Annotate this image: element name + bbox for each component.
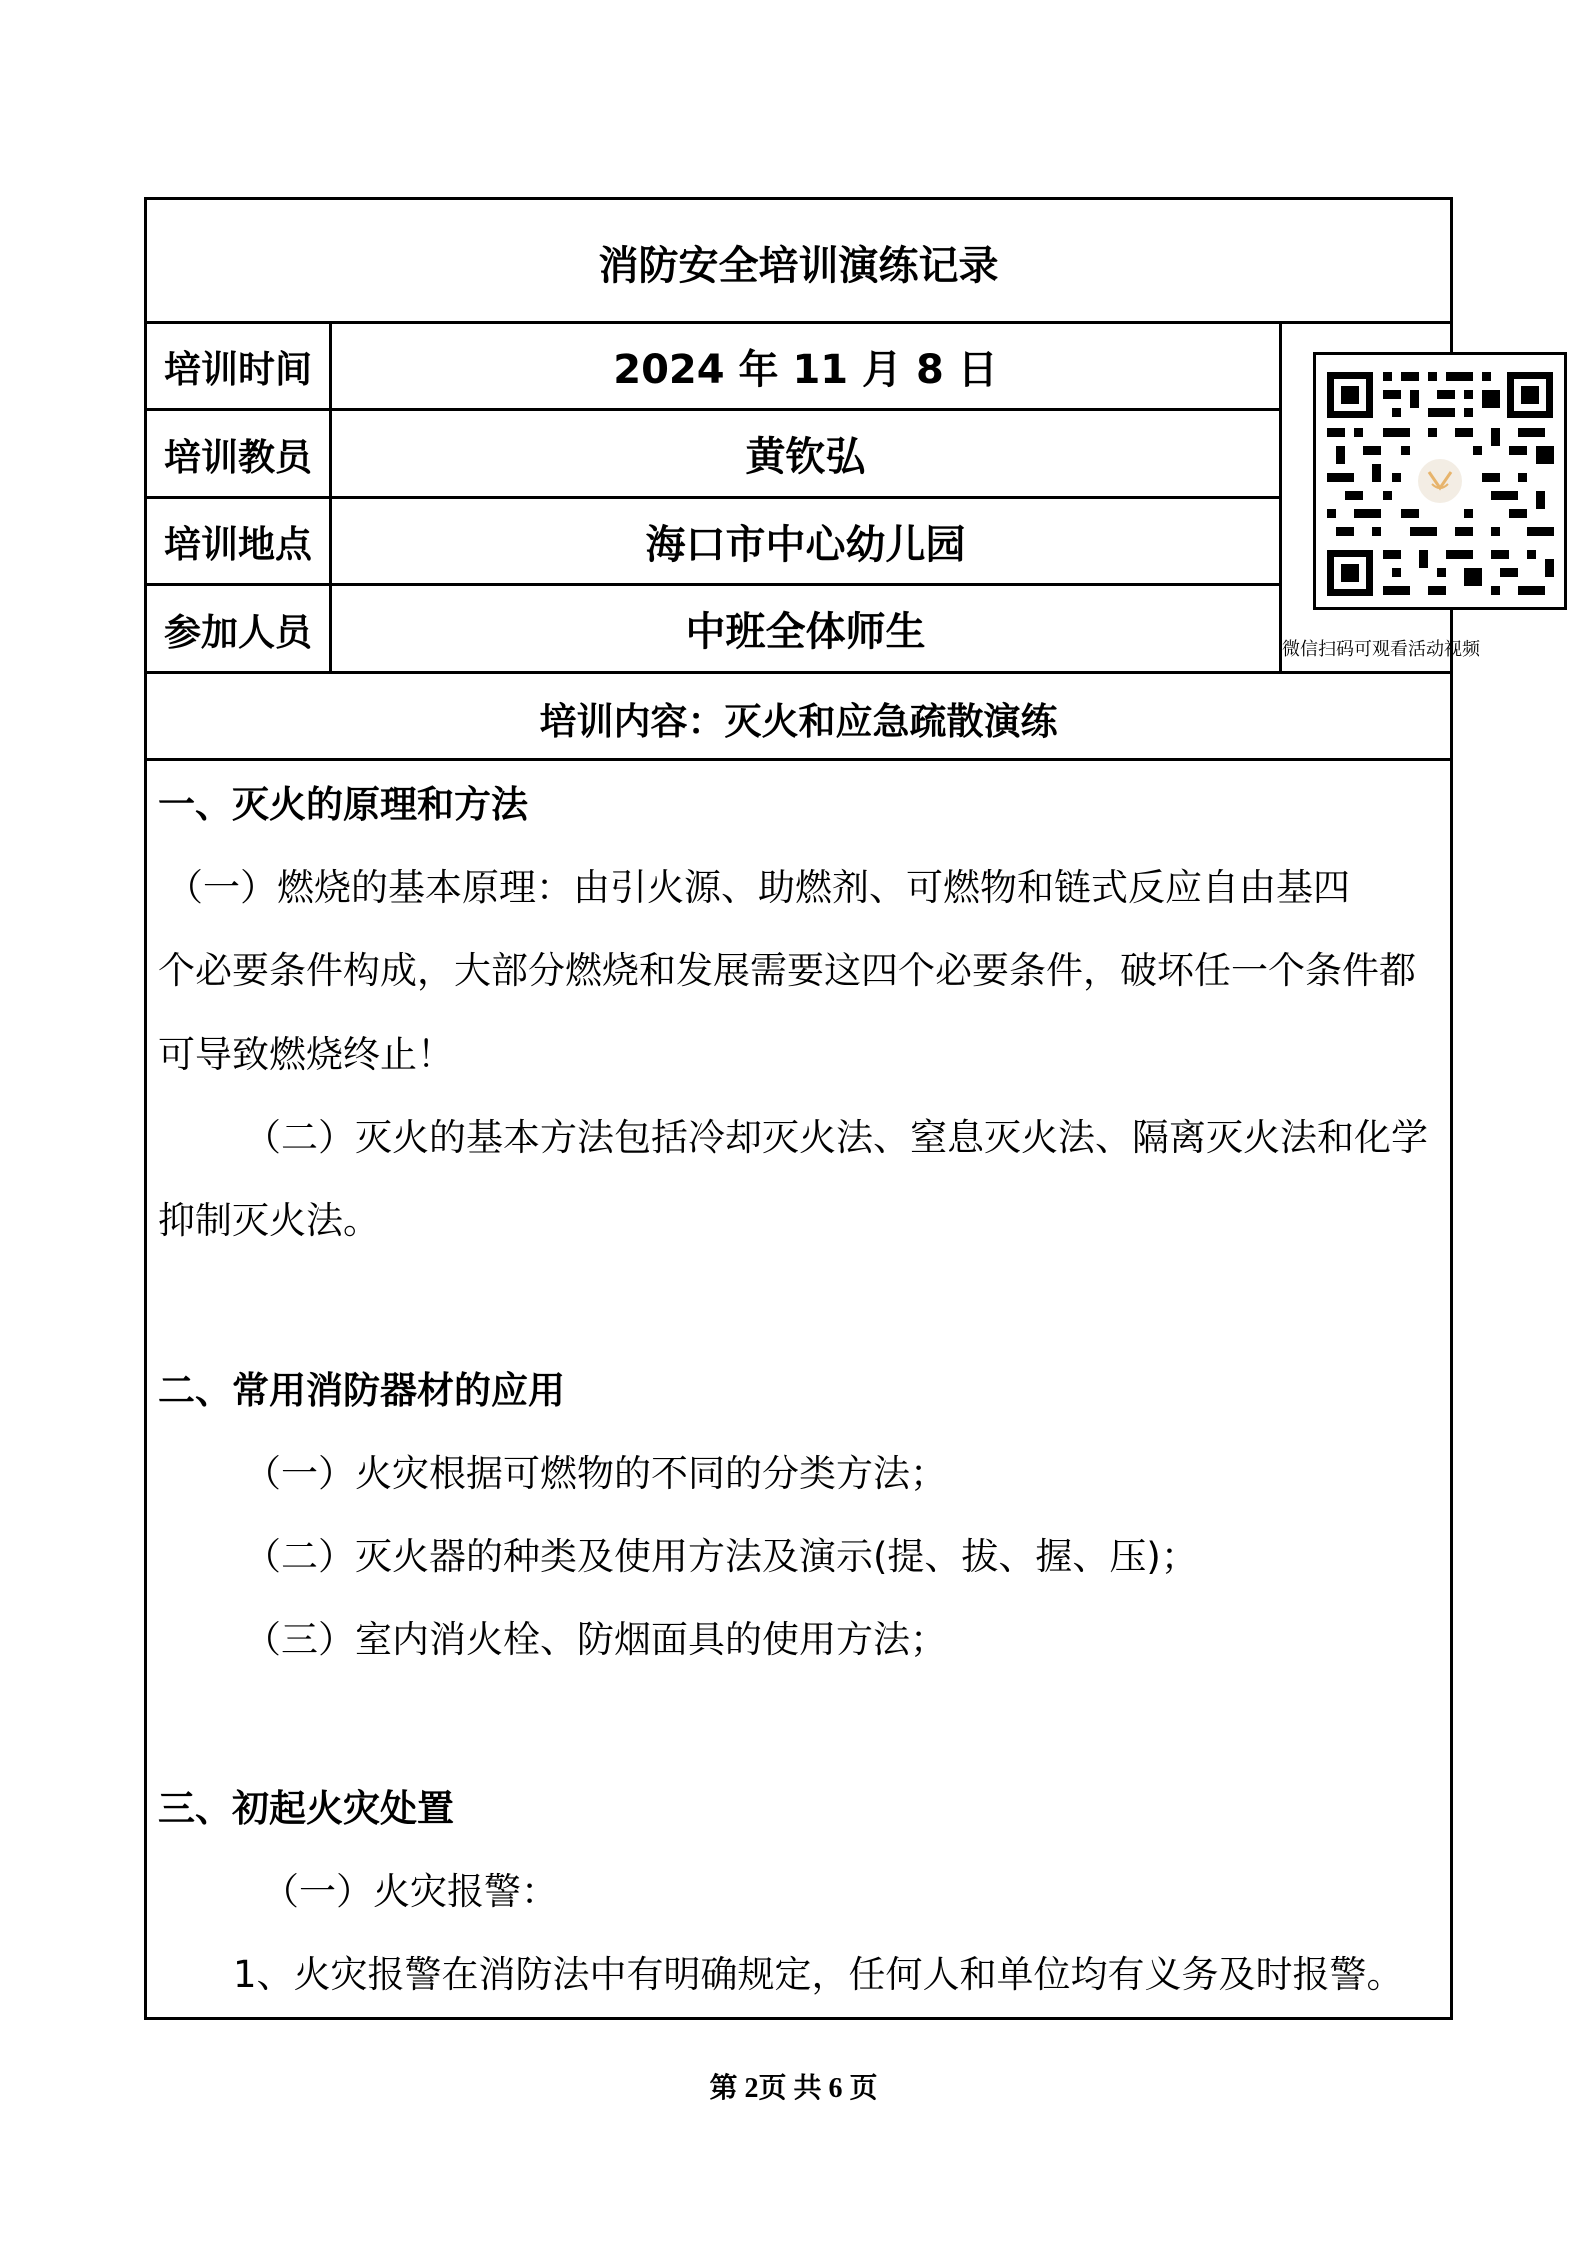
label-training-time: 培训时间 <box>164 348 312 391</box>
body-line: （二）灭火的基本方法包括冷却灭火法、窒息灭火法、隔离灭火法和化学 <box>244 1116 1428 1159</box>
section-heading: 三、初起火灾处置 <box>158 1787 454 1830</box>
document-title: 消防安全培训演练记录 <box>598 242 999 289</box>
qr-caption: 微信扫码可观看活动视频 <box>1282 639 1480 660</box>
record-sheet <box>144 197 1480 2020</box>
body-line: 1、火灾报警在消防法中有明确规定，任何人和单位均有义务及时报警。 <box>233 1953 1404 1996</box>
value-trainer: 黄钦弘 <box>745 434 866 480</box>
body-line: 可导致燃烧终止！ <box>158 1033 454 1076</box>
label-trainer: 培训教员 <box>164 435 312 479</box>
value-training-location: 海口市中心幼儿园 <box>645 521 966 568</box>
page-number: 第 2页 共 6 页 <box>709 2073 878 2104</box>
section-heading: 二、常用消防器材的应用 <box>158 1369 565 1412</box>
body-line: （三）室内消火栓、防烟面具的使用方法； <box>244 1618 947 1661</box>
body-line: 个必要条件构成，大部分燃烧和发展需要这四个必要条件，破坏任一个条件都 <box>158 949 1416 992</box>
training-content <box>147 761 1450 2020</box>
label-training-location: 培训地点 <box>164 523 312 566</box>
body-line: （一）燃烧的基本原理：由引火源、助燃剂、可燃物和链式反应自由基四 <box>166 866 1350 909</box>
qr-cell <box>1282 324 1480 674</box>
content-heading: 培训内容：灭火和应急疏散演练 <box>539 699 1058 743</box>
body-line: （一）火灾报警： <box>262 1870 558 1913</box>
value-participants: 中班全体师生 <box>685 609 926 655</box>
section-heading: 一、灭火的原理和方法 <box>158 783 528 826</box>
body-line: （一）火灾根据可燃物的不同的分类方法； <box>244 1452 947 1495</box>
label-participants: 参加人员 <box>164 610 312 654</box>
body-line: 抑制灭火法。 <box>158 1199 380 1242</box>
value-training-time: 2024 年 11 月 8 日 <box>613 346 998 393</box>
qr-code-icon[interactable] <box>1313 352 1567 610</box>
body-line: （二）灭火器的种类及使用方法及演示(提、拔、握、压)； <box>244 1535 1198 1578</box>
